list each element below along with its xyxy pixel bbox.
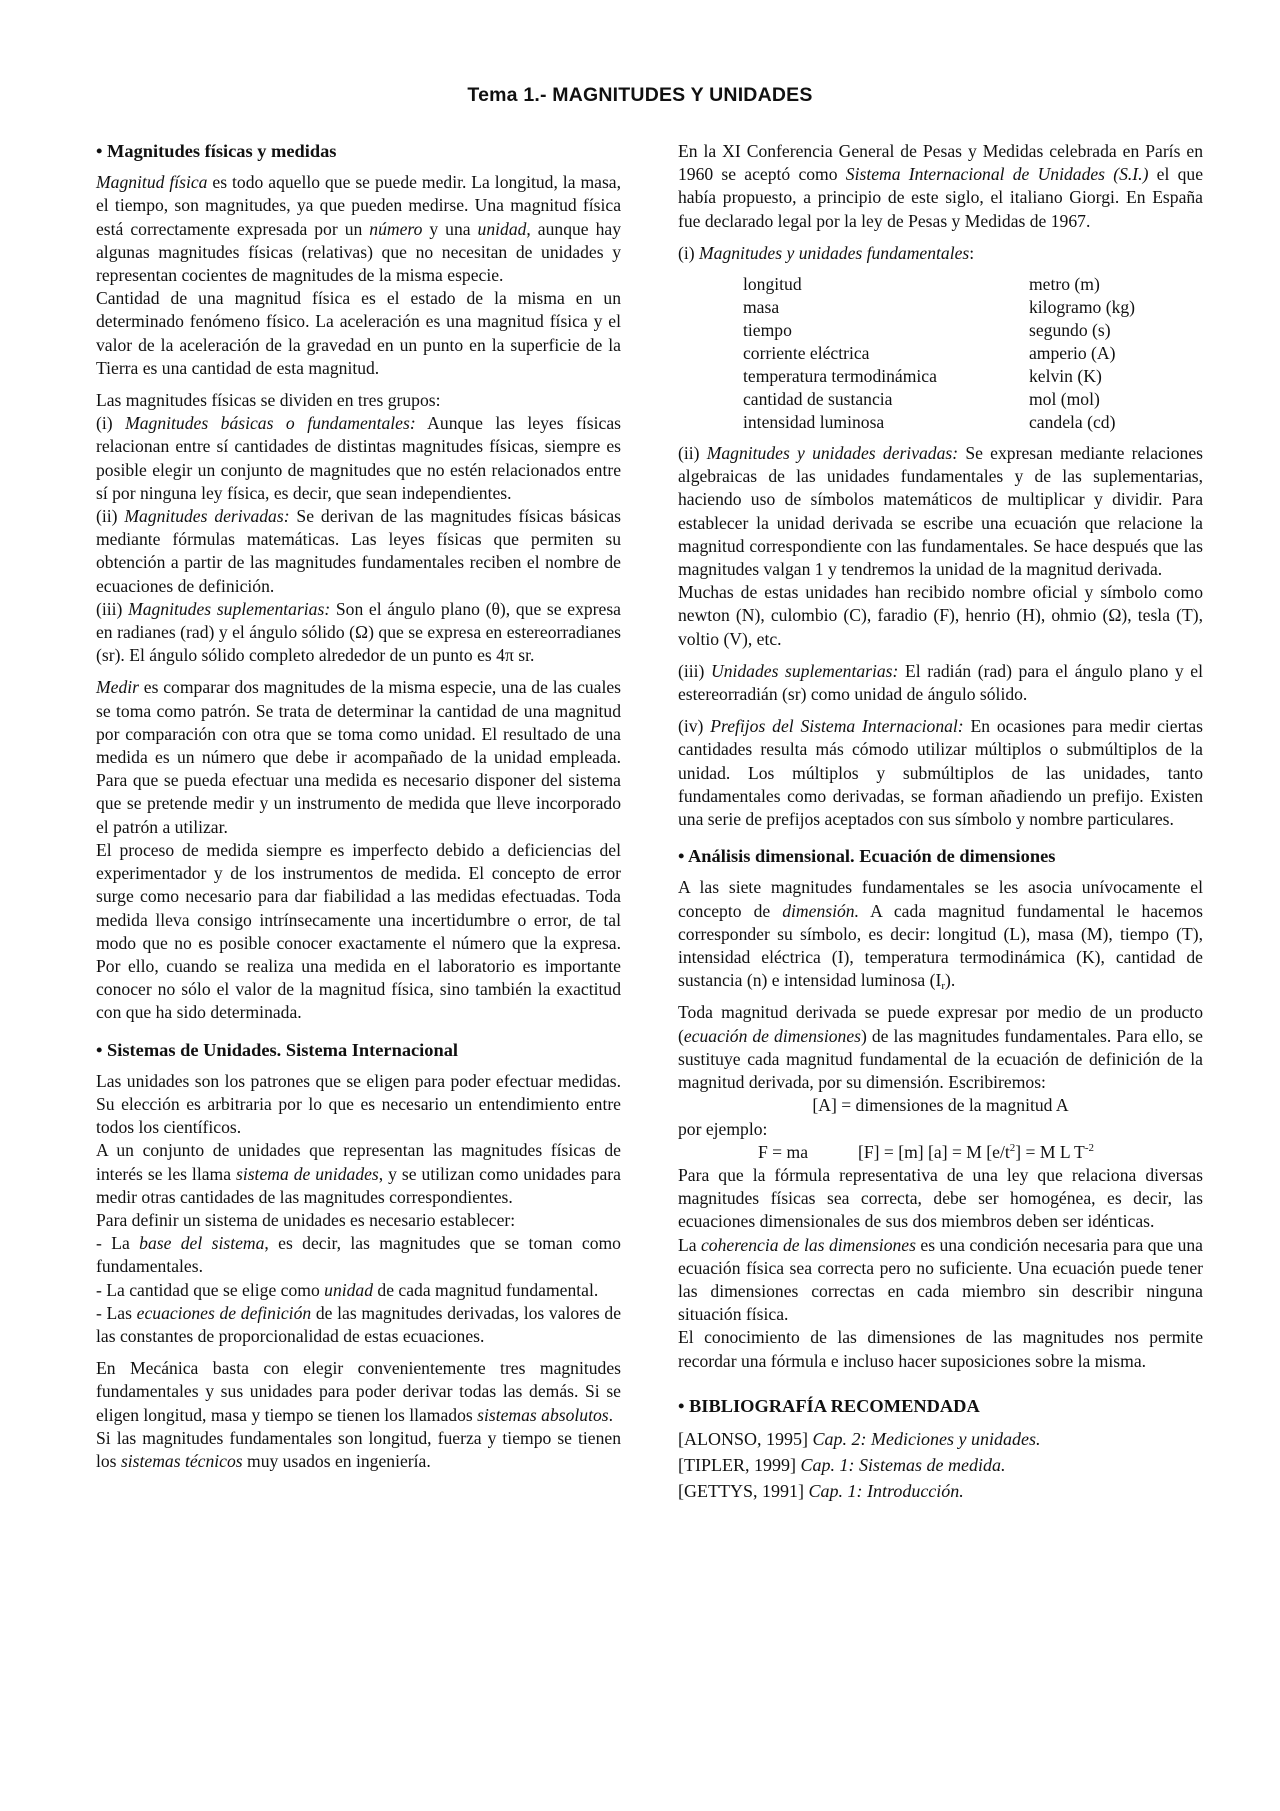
italic-term: unidad [477, 218, 527, 239]
paragraph: El proceso de medida siempre es imperfecto debido a deficiencias del experimentador y de los instrumentos de medida. El concepto de error surge como necesario para dar fiabilidad a las medidas efectuadas. Toda medida lleva consigo intrínsecamente una incertidumbre o error, de tal modo que no es posible conocer exactamente el número que la expresa. Por ello, cuando se realiza una medida en el laboratorio es importante conocer no sólo el valor de la magnitud física, sino también la exactitud con que ha sido determinada. [96, 839, 621, 1023]
bib-title: Cap. 1: Sistemas de medida. [800, 1454, 1006, 1475]
text: Toda magnitud derivada se puede expresar por medio de un producto ( [678, 1002, 1203, 1046]
paragraph [96, 1139, 621, 1209]
paragraph: Para definir un sistema de unidades es necesario establecer: [96, 1209, 516, 1230]
text: (ii) [678, 443, 707, 464]
paragraph [96, 598, 621, 668]
text: A un conjunto de unidades que representan las magnitudes físicas de interés se les llama [96, 1140, 621, 1184]
equation-example [678, 1141, 1203, 1164]
unit-name: mol (mol) [1029, 389, 1100, 410]
italic-term: Magnitudes suplementarias: [128, 598, 331, 619]
equation-left: F = ma [758, 1141, 808, 1162]
equation-dimensions: [A] = dimensiones de la magnitud A [812, 1095, 1069, 1116]
text: Son el ángulo plano (θ), que se expresa en radianes (rad) y el ángulo sólido (Ω) que se expresa en estereorradianes (sr). El ángulo sólido completo alrededor de un punto es 4π sr. [96, 598, 621, 666]
italic-term: dimensión. [782, 900, 859, 921]
unit-name: kilogramo (kg) [1029, 297, 1136, 318]
paragraph [96, 412, 621, 505]
unit-name: metro (m) [1029, 274, 1100, 295]
bib-ref: [ALONSO, 1995] [678, 1428, 813, 1449]
italic-term: sistemas absolutos [477, 1404, 609, 1425]
text: En ocasiones para medir ciertas cantidades resulta más cómodo utilizar múltiplos o submúltiplos de la unidad. Los múltiplos y submúltiplos de las unidades, tanto fundamentales como derivadas, se forman añadiendo un prefijo. Existen una serie de prefijos aceptados con sus símbolo y nombre particulares. [678, 716, 1204, 830]
unit-name: candela (cd) [1029, 412, 1116, 433]
bib-ref: [GETTYS, 1991] [678, 1480, 809, 1501]
text: - La cantidad que se elige como [96, 1279, 325, 1300]
unit-name: kelvin (K) [1029, 366, 1102, 387]
text: En Mecánica basta con elegir convenientemente tres magnitudes fundamentales y sus unidades para poder derivar todas las demás. Si se eligen longitud, masa y tiempo se tienen los llamados [96, 1358, 621, 1425]
list-item [96, 1302, 621, 1348]
left-column [96, 140, 621, 1473]
paragraph [96, 1427, 621, 1473]
italic-term: sistema de unidades [235, 1163, 379, 1184]
unit-name: segundo (s) [1029, 320, 1111, 341]
text: , es decir, las magnitudes que se toman como fundamentales. [96, 1233, 621, 1277]
text: : [969, 242, 975, 263]
bib-title: Cap. 2: Mediciones y unidades. [812, 1428, 1041, 1449]
text: es todo aquello que se puede medir. La longitud, la masa, el tiempo, son magnitudes, ya que pueden medirse. Una magnitud física está correctamente expresada por un [96, 172, 621, 239]
italic-term: Medir [96, 677, 139, 698]
text: (i) [678, 242, 700, 263]
equation-right: ] = M L T [1015, 1141, 1085, 1162]
text: y una [422, 218, 478, 239]
text: - Las [96, 1302, 137, 1323]
italic-term: número [369, 218, 423, 239]
unit-magnitude: corriente eléctrica [743, 343, 870, 364]
italic-term: Magnitudes y unidades derivadas: [706, 443, 959, 464]
italic-term: Magnitudes y unidades fundamentales [699, 242, 970, 263]
text: , aunque hay algunas magnitudes físicas (relativas) que no necesitan de unidades y representan cocientes de magnitudes de la misma especie. [96, 218, 621, 286]
paragraph [96, 676, 621, 838]
text: - La [96, 1233, 140, 1254]
text: , y se utilizan como unidades para medir otras cantidades de las magnitudes correspondientes. [96, 1163, 621, 1207]
text: (i) [96, 413, 126, 434]
bibliography-item [678, 1426, 1203, 1452]
italic-term: Magnitud física [96, 172, 208, 193]
paragraph [96, 1357, 621, 1427]
italic-term: sistemas técnicos [120, 1450, 243, 1471]
text: muy usados en ingeniería. [242, 1450, 431, 1471]
unit-magnitude: intensidad luminosa [743, 412, 885, 433]
text: ). [945, 970, 956, 991]
text: Si las magnitudes fundamentales son longitud, fuerza y tiempo se tienen los [96, 1427, 621, 1471]
text: Aunque las leyes físicas relacionan entre sí cantidades de distintas magnitudes físicas, siempre es posible elegir un conjunto de magnitudes que no estén relacionados entre sí por ninguna ley física, es decir, que sean independientes. [96, 413, 621, 503]
italic-term: ecuaciones de definición [136, 1302, 312, 1323]
italic-term: Magnitudes básicas o fundamentales: [125, 413, 416, 434]
text: es comparar dos magnitudes de la misma especie, una de las cuales se toma como patrón. Se trata de determinar la cantidad de una magnitud por comparación con otra que se toma como unidad. El resultado de una medida es un número que debe ir acompañado de la unidad empleada. Para que se pueda efectuar una medida es necesario disponer del sistema que se pretende medir y un instrumento de medida que lleve incorporado el patrón a utilizar. [96, 677, 621, 837]
subscript: r [941, 980, 946, 993]
page-title: Tema 1.- MAGNITUDES Y UNIDADES [467, 84, 813, 106]
paragraph: Muchas de estas unidades han recibido nombre oficial y símbolo como newton (N), culombio (C), faradio (F), henrio (H), ohmio (Ω), tesla (T), voltio (V), etc. [678, 582, 1203, 649]
text: En la XI Conferencia General de Pesas y Medidas celebrada en París en 1960 se aceptó como [678, 141, 1203, 185]
paragraph [678, 1001, 1203, 1094]
italic-term: ecuación de dimensiones [683, 1025, 861, 1046]
superscript: -2 [1084, 1141, 1094, 1154]
unit-magnitude: temperatura termodinámica [743, 366, 937, 387]
paragraph [96, 171, 621, 287]
unit-name: amperio (A) [1029, 343, 1116, 364]
italic-term: base del sistema [139, 1233, 265, 1254]
text: A cada magnitud fundamental le hacemos corresponder su símbolo, es decir: longitud (L), masa (M), tiempo (T), intensidad eléctrica (I), temperatura termodinámica (K), cantidad de sustancia (n) e intensidad luminosa (I [678, 900, 1203, 991]
unit-magnitude: cantidad de sustancia [743, 389, 893, 410]
equation-right: [F] = [m] [a] = M [e/t [858, 1141, 1010, 1162]
paragraph [678, 442, 1203, 581]
text: El radián (rad) para el ángulo plano y el estereorradián (sr) como unidad de ángulo sólido. [678, 660, 1203, 705]
section-heading-sistemas: • Sistemas de Unidades. Sistema Internacional [96, 1039, 459, 1060]
text: A las siete magnitudes fundamentales se les asocia unívocamente el concepto de [678, 877, 1203, 921]
section-heading-magnitudes: • Magnitudes físicas y medidas [96, 141, 337, 161]
text: (iii) [96, 598, 129, 619]
right-column [678, 140, 1203, 1504]
bibliography-item [678, 1452, 1203, 1478]
section-heading-analisis: • Análisis dimensional. Ecuación de dimensiones [678, 846, 1056, 867]
text: de las magnitudes derivadas, los valores de las constantes de proporcionalidad de estas ecuaciones. [96, 1302, 622, 1346]
italic-term: Magnitudes derivadas: [124, 506, 290, 527]
italic-term: unidad [324, 1279, 374, 1300]
superscript: 2 [1009, 1141, 1016, 1154]
paragraph: Las magnitudes físicas se dividen en tres grupos: [96, 390, 441, 411]
paragraph: por ejemplo: [678, 1118, 768, 1139]
paragraph [678, 140, 1203, 233]
italic-term: Unidades suplementarias: [710, 660, 899, 681]
paragraph [678, 1234, 1203, 1327]
italic-term: Sistema Internacional de Unidades (S.I.) [845, 164, 1149, 185]
italic-term: coherencia de las dimensiones [701, 1234, 916, 1255]
bib-title: Cap. 1: Introducción. [808, 1480, 964, 1501]
paragraph: Las unidades son los patrones que se eligen para poder efectuar medidas. Su elección es arbitraria por lo que es necesario un entendimiento entre todos los científicos. [96, 1070, 621, 1138]
list-item [96, 1279, 621, 1302]
bib-ref: [TIPLER, 1999] [678, 1454, 801, 1475]
text: es una condición necesaria para que una ecuación física sea correcta pero no suficiente. Una ecuación puede tener las dimensiones correctas en cada miembro sin describir ninguna situación física. [678, 1234, 1203, 1325]
text: Se derivan de las magnitudes físicas básicas mediante fórmulas matemáticas. Las leyes físicas que permiten su obtención a partir de las magnitudes fundamentales reciben el nombre de ecuaciones de definición. [96, 506, 621, 596]
text: ) de las magnitudes fundamentales. Para ello, se sustituye cada magnitud fundamental de la ecuación de definición de la magnitud derivada, por su dimensión. Escribiremos: [678, 1025, 1203, 1093]
units-table [743, 273, 1203, 434]
unit-magnitude: longitud [743, 274, 802, 295]
text: La [678, 1234, 701, 1255]
text: Se expresan mediante relaciones algebraicas de las unidades fundamentales y de las suplementarias, haciendo uso de símbolos matemáticos de multiplicar y dividir. Para establecer la unidad derivada se escribe una ecuación que relacione la magnitud correspondiente con las fundamentales. Se hace después que las magnitudes valgan 1 y tendremos la unidad de la magnitud derivada. [678, 443, 1203, 580]
paragraph: Para que la fórmula representativa de una ley que relaciona diversas magnitudes físicas sea correcta, debe ser homogénea, es decir, las ecuaciones dimensionales de sus dos miembros deben ser idénticas. [678, 1164, 1203, 1232]
text: de cada magnitud fundamental. [373, 1279, 599, 1300]
paragraph [96, 505, 621, 598]
section-heading-bibliografia: • BIBLIOGRAFÍA RECOMENDADA [678, 1395, 980, 1416]
unit-magnitude: masa [743, 297, 780, 318]
paragraph [678, 876, 1203, 992]
text: . [608, 1404, 614, 1425]
paragraph [678, 715, 1203, 831]
paragraph: Cantidad de una magnitud física es el estado de la misma en un determinado fenómeno físico. La aceleración es una magnitud física y el valor de la aceleración de la gravedad en un punto en la superficie de la Tierra es una cantidad de esta magnitud. [96, 288, 621, 378]
italic-term: Prefijos del Sistema Internacional: [710, 716, 964, 737]
paragraph [678, 660, 1203, 706]
text: (iv) [678, 716, 711, 737]
bibliography-item [678, 1478, 1203, 1504]
unit-magnitude: tiempo [743, 320, 792, 341]
text: (iii) [678, 660, 711, 681]
list-item [96, 1232, 621, 1278]
paragraph [678, 242, 1203, 265]
text: el que había propuesto, a principio de este siglo, el italiano Giorgi. En España fue declarado legal por la ley de Pesas y Medidas de 1967. [678, 164, 1204, 231]
paragraph: El conocimiento de las dimensiones de las magnitudes nos permite recordar una fórmula e incluso hacer suposiciones sobre la misma. [678, 1327, 1203, 1371]
text: (ii) [96, 506, 125, 527]
